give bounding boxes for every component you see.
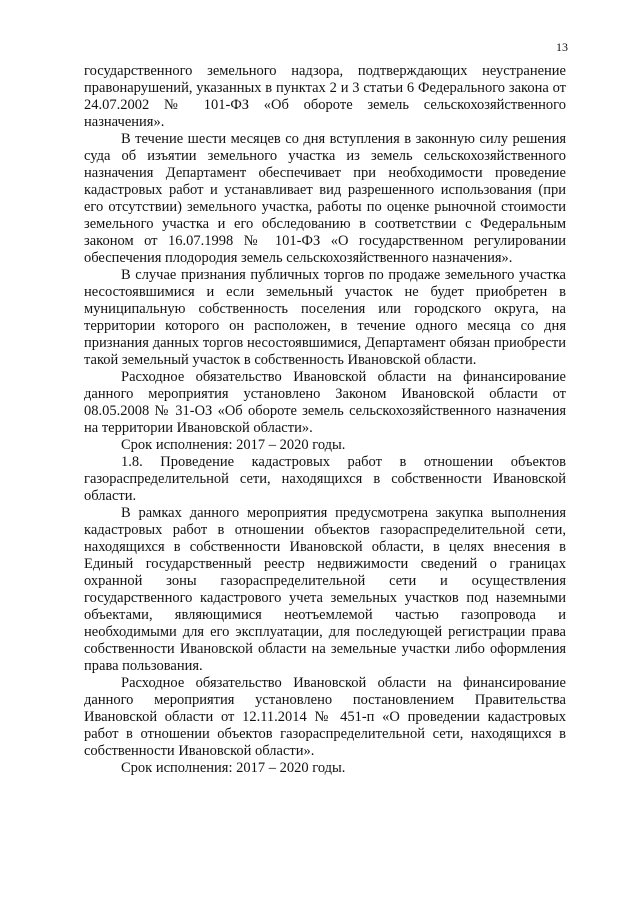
paragraph-deadline-2: Срок исполнения: 2017 – 2020 годы.: [121, 760, 346, 776]
document-body: [84, 63, 566, 777]
paragraph-court-decision: В течение шести месяцев со дня вступления в законную силу решения суда об изъятии земельного участка из земель сельскохозяйственного назначения Департамент обеспечивает при необходимости проведение кадастровых работ и устанавливает вид разрешенного использования (при его отсутствии) земельного участка, работы по оценке рыночной стоимости земельного участка и его обследованию в соответствии с Федеральным законом от 16.07.1998 № 101-ФЗ «О государственном регулировании обеспечения плодородия земель сельскохозяйственного назначения».: [84, 131, 566, 266]
paragraph-deadline: Срок исполнения: 2017 – 2020 годы.: [121, 437, 346, 453]
paragraph-public-auction: В случае признания публичных торгов по продаже земельного участка несостоявшимися и если земельный участок не будет приобретен в муниципальную собственность поселения или городского округа, на территории которого он расположен, в течение одного месяца со дня признания данных торгов несостоявшимися, Департамент обязан приобрести такой земельный участок в собственность Ивановской области.: [84, 267, 566, 368]
paragraph-expenditure-obligation: Расходное обязательство Ивановской области на финансирование данного мероприятия установлено Законом Ивановской области от 08.05.2008 № 31-ОЗ «Об обороте земель сельскохозяйственного назначения на территории Ивановской области».: [84, 369, 566, 436]
page-number: 13: [556, 40, 568, 54]
paragraph-continuation: государственного земельного надзора, подтверждающих неустранение правонарушений, указанных в пунктах 2 и 3 статьи 6 Федерального закона от 24.07.2002 № 101-ФЗ «Об обороте земель сельскохозяйственного назначения».: [84, 63, 566, 130]
paragraph-expenditure-obligation-2: Расходное обязательство Ивановской области на финансирование данного мероприятия установлено постановлением Правительства Ивановской области от 12.11.2014 № 451-п «О проведении кадастровых работ в отношении объектов газораспределительной сети, находящихся в собственности Ивановской области».: [84, 675, 566, 759]
paragraph-cadastral-works: В рамках данного мероприятия предусмотрена закупка выполнения кадастровых работ в отношении объектов газораспределительной сети, находящихся в собственности Ивановской области, в целях внесения в Единый государственный реестр недвижимости сведений о границах охранной зоны газораспределительной сети и осуществления государственного кадастрового учета земельных участков под наземными объектами, являющимися неотъемлемой частью газопровода и необходимыми для его эксплуатации, для последующей регистрации права собственности Ивановской области на земельные участки либо оформления права пользования.: [84, 505, 566, 674]
section-heading-1-8: 1.8. Проведение кадастровых работ в отношении объектов газораспределительной сети, находящихся в собственности Ивановской области.: [84, 454, 566, 504]
